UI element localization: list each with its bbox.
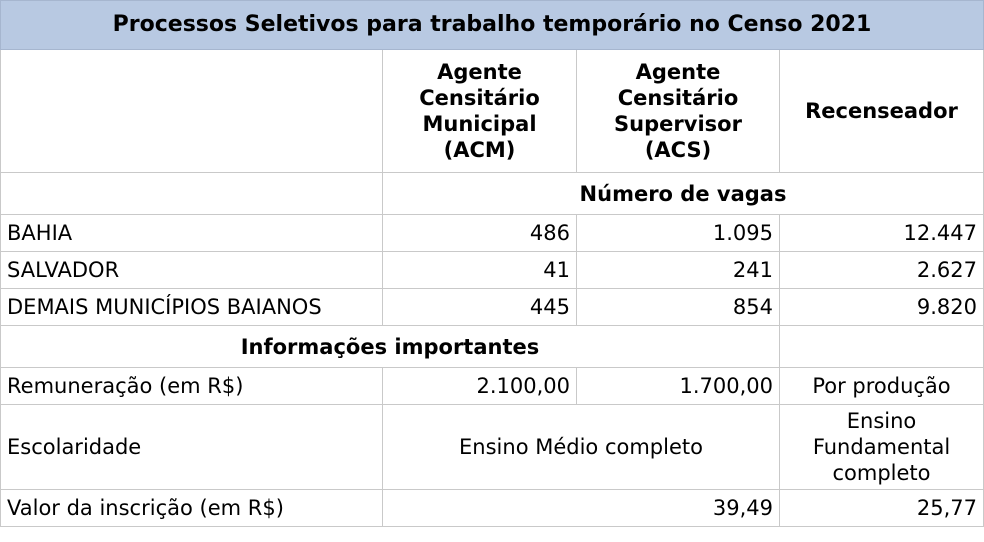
column-header-acs-line: (ACS)	[644, 138, 712, 162]
column-header-acs-line: Agente	[635, 60, 721, 84]
cell-acm-acs: Ensino Médio completo	[383, 405, 780, 490]
empty-section-cell	[1, 173, 383, 215]
cell-recenseador: 2.627	[780, 252, 984, 289]
cell-acm: 486	[383, 215, 577, 252]
cell-acm: 41	[383, 252, 577, 289]
cell-recenseador	[780, 405, 984, 490]
column-header-acm-line: Agente	[437, 60, 522, 84]
row-label-remuneracao: Remuneração (em R$)	[1, 368, 383, 405]
column-header-acs	[577, 50, 780, 173]
column-header-recenseador	[780, 50, 984, 173]
column-header-recenseador-line: Recenseador	[805, 99, 958, 123]
column-header-acm-line: (ACM)	[443, 138, 516, 162]
escolaridade-rec-line: completo	[832, 461, 931, 485]
escolaridade-rec-line: Fundamental	[812, 435, 951, 459]
cell-recenseador: 9.820	[780, 289, 984, 326]
row-label-escolaridade: Escolaridade	[1, 405, 383, 490]
column-header-acm	[383, 50, 577, 173]
cell-acm: 2.100,00	[383, 368, 577, 405]
cell-acs: 854	[577, 289, 780, 326]
column-header-acs-line: Supervisor	[614, 112, 742, 136]
column-header-acm-line: Municipal	[422, 112, 537, 136]
cell-recenseador: 12.447	[780, 215, 984, 252]
column-header-acm-line: Censitário	[419, 86, 540, 110]
cell-acs: 1.095	[577, 215, 780, 252]
cell-acs: 1.700,00	[577, 368, 780, 405]
row-label-inscricao: Valor da inscrição (em R$)	[1, 490, 383, 527]
table-title: Processos Seletivos para trabalho temporário no Censo 2021	[1, 1, 984, 50]
cell-acm: 445	[383, 289, 577, 326]
column-header-acs-line: Censitário	[617, 86, 739, 110]
row-label: BAHIA	[1, 215, 383, 252]
section-title-info: Informações importantes	[1, 326, 780, 368]
cell-acm-acs: 39,49	[383, 490, 780, 527]
empty-header-cell	[1, 50, 383, 173]
empty-section-cell	[780, 326, 984, 368]
row-label: DEMAIS MUNICÍPIOS BAIANOS	[1, 289, 383, 326]
cell-recenseador: 25,77	[780, 490, 984, 527]
cell-acs: 241	[577, 252, 780, 289]
section-title-vagas: Número de vagas	[383, 173, 984, 215]
cell-recenseador: Por produção	[780, 368, 984, 405]
escolaridade-rec-line: Ensino	[846, 409, 917, 433]
row-label: SALVADOR	[1, 252, 383, 289]
